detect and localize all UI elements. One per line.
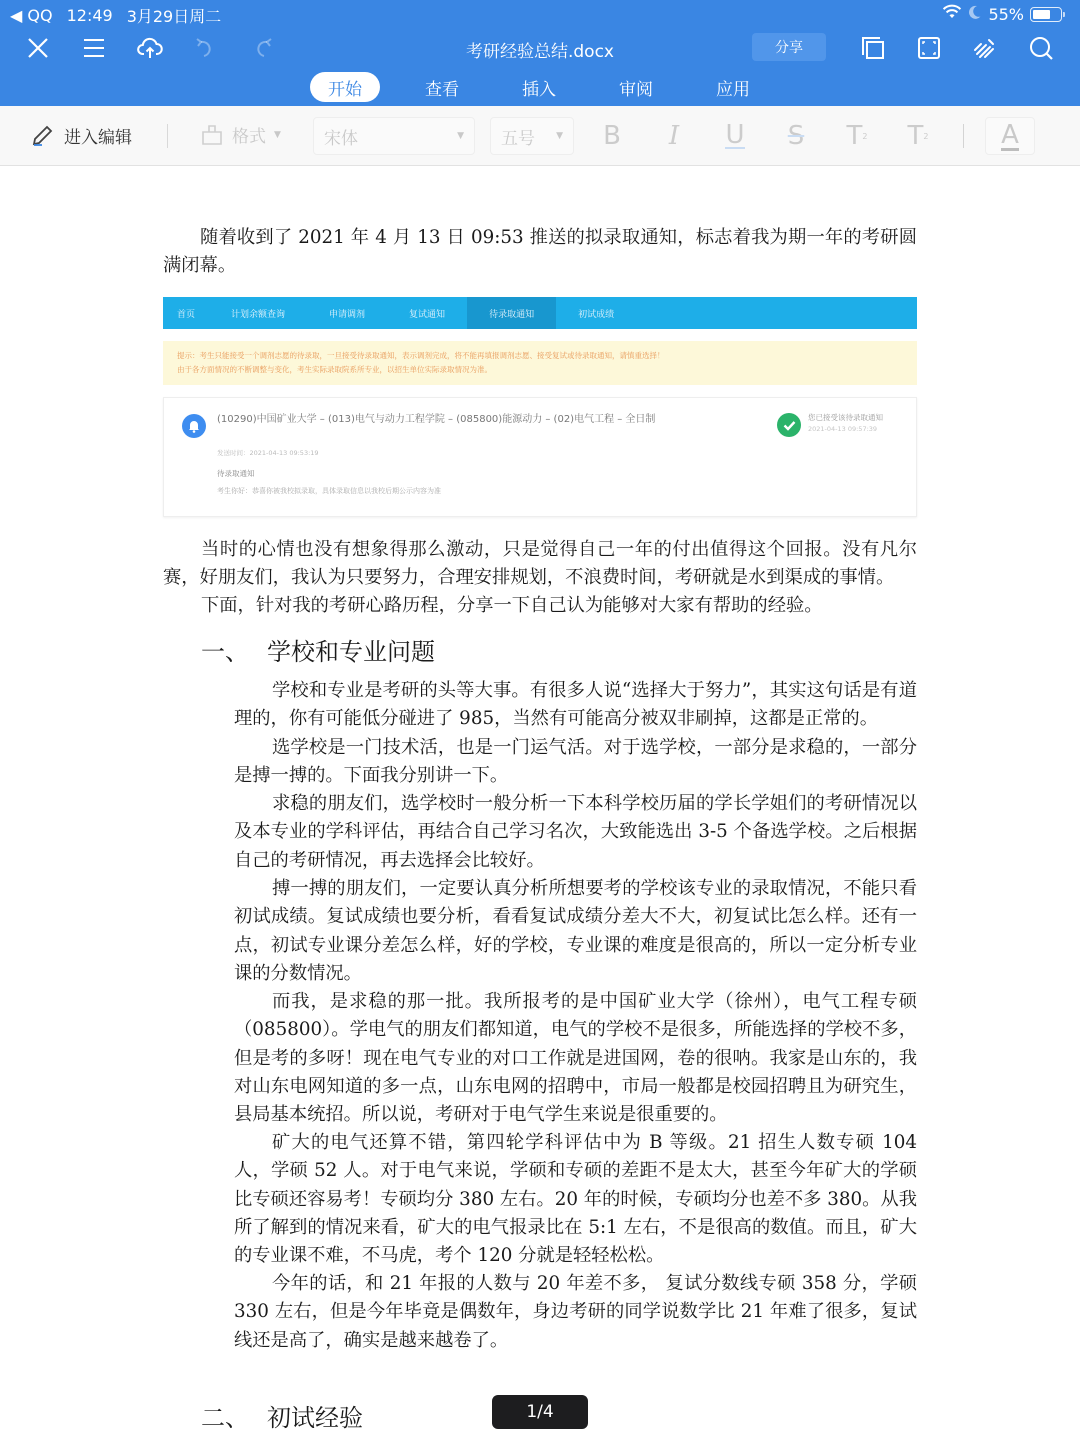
status-date: 3月29日周二	[126, 7, 222, 26]
bold-icon: B	[603, 121, 621, 151]
format-painter-button[interactable]	[200, 122, 281, 147]
superscript-icon: T	[846, 121, 863, 151]
cloud-upload-icon	[136, 34, 164, 62]
screenshot-nav-item: 首页	[177, 309, 196, 320]
status-time: 12:49	[66, 6, 113, 25]
italic-icon: I	[668, 121, 680, 151]
section-heading: 学校和专业问题	[267, 638, 435, 666]
tab-apps[interactable]: 应用	[716, 79, 750, 100]
body-paragraph: 搏一搏的朋友们，一定要认真分析所想要考的学校该专业的录取情况，不能只看初试成绩。复试成绩也要分析，看看复试成绩分差大不大，初复试比怎么样。还有一点，初试专业课分差怎么样，好的学校，专业课的难度是很高的，所以一定分析专业课的分数情况。	[234, 878, 917, 984]
menu-icon	[80, 34, 108, 62]
pen-icon	[971, 34, 999, 62]
tab-review[interactable]: 审阅	[619, 79, 653, 100]
underline-button[interactable]	[715, 118, 755, 154]
admission-notice-card	[163, 397, 917, 517]
notice-message: 考生你好：恭喜你被我校拟录取，具体录取信息以我校后期公示内容为准	[217, 487, 441, 495]
screenshot-nav-item: 申请调剂	[329, 309, 366, 320]
embedded-admission-screenshot	[163, 297, 917, 517]
bell-icon	[182, 414, 206, 438]
subscript-button[interactable]: T 2	[907, 121, 929, 151]
status-bar	[0, 0, 1080, 28]
wifi-icon	[942, 4, 962, 24]
ribbon-tabs	[0, 70, 1080, 104]
tip-line: 由于各方面情况的不断调整与变化，考生实际录取院系所专业，以招生单位实际录取情况为准。	[177, 365, 492, 374]
intro-paragraph: 随着收到了 2021 年 4 月 13 日 09:53 推送的拟录取通知，标志着我为期一年的考研圆满闭幕。	[163, 227, 917, 277]
close-button[interactable]	[22, 32, 54, 64]
pencil-icon	[30, 122, 56, 148]
document-title: 考研经验总结.docx	[465, 42, 614, 62]
superscript-button[interactable]: T 2	[846, 121, 868, 151]
multi-window-icon	[859, 34, 887, 62]
enter-edit-label: 进入编辑	[64, 127, 132, 148]
menu-button[interactable]	[78, 32, 110, 64]
bold-button[interactable]	[592, 118, 632, 154]
redo-icon	[248, 34, 276, 62]
font-color-button[interactable]	[985, 117, 1035, 155]
chevron-down-icon: ▼	[274, 129, 281, 140]
divider	[167, 124, 168, 148]
fullscreen-button[interactable]	[913, 32, 945, 64]
screenshot-nav-item: 复试通知	[409, 309, 446, 320]
program-title: (10290)中国矿业大学 – (013)电气与动力工程学院 – (085800)能源动力 – (02)电气工程 – 全日制	[217, 414, 656, 425]
underline-icon: U	[725, 120, 745, 150]
accepted-label: 您已接受该待录取通知	[808, 413, 883, 422]
strikethrough-icon: S	[787, 121, 805, 151]
redo-button[interactable]	[246, 32, 278, 64]
tab-start[interactable]: 开始	[310, 72, 380, 102]
notice-type: 待录取通知	[217, 469, 255, 478]
undo-button[interactable]	[190, 32, 222, 64]
back-to-app-link[interactable]: ◀ QQ	[10, 6, 53, 25]
close-icon	[24, 34, 52, 62]
document-page[interactable]	[0, 166, 1080, 1440]
font-size-select[interactable]	[490, 117, 574, 155]
undo-icon	[192, 34, 220, 62]
chevron-down-icon: ▼	[457, 131, 464, 141]
do-not-disturb-icon	[968, 4, 982, 24]
pen-annotate-button[interactable]	[969, 32, 1001, 64]
accepted-time: 2021-04-13 09:57:39	[808, 425, 878, 433]
font-family-value: 宋体	[324, 128, 358, 149]
share-button[interactable]: 分享	[752, 33, 826, 61]
body-paragraph: 今年的话，和 21 年报的人数与 20 年差不多， 复试分数线专硕 358 分，学硕 330 左右，但是今年毕竟是偶数年，身边考研的同学说数学比 21 年难了很多，复试线还是高了，确实是越来越卷了。	[234, 1273, 917, 1351]
sent-time: 发送时间：2021-04-13 09:53:19	[217, 449, 319, 457]
body-paragraph: 当时的心情也没有想象得那么激动，只是觉得自己一年的付出值得这个回报。没有凡尔赛，好朋友们，我认为只要努力，合理安排规划，不浪费时间，考研就是水到渠成的事情。	[163, 539, 917, 589]
body-paragraph: 下面，针对我的考研心路历程，分享一下自己认为能够对大家有帮助的经验。	[201, 595, 823, 616]
tab-view[interactable]: 查看	[425, 79, 459, 100]
section-heading-number: 二、	[201, 1404, 249, 1432]
font-size-value: 五号	[501, 128, 535, 149]
document-toolbar	[0, 28, 1080, 68]
format-brush-icon	[200, 123, 224, 147]
font-color-icon: A	[1001, 119, 1019, 150]
section-heading: 初试经验	[267, 1404, 363, 1432]
search-icon	[1027, 34, 1055, 62]
screenshot-nav-item: 计划余额查询	[231, 309, 286, 320]
body-paragraph: 矿大的电气还算不错，第四轮学科评估中为 B 等级。21 招生人数专硕 104 人，学硕 52 人。对于电气来说，学硕和专硕的差距不是太大，甚至今年矿大的学硕比专硕还容易考！专硕均分 380 左右。20 年的时候，专硕均分也差不多 380。从我所了解到的情况来看，矿大的电气报录比在 5:1 左右，不是很高的数值。而且，矿大的专业课不难，不马虎，考个 120 分就是轻轻松松。	[234, 1132, 918, 1267]
format-label: 格式	[232, 127, 266, 147]
search-button[interactable]	[1025, 32, 1057, 64]
cloud-upload-button[interactable]	[134, 32, 166, 64]
body-paragraph: 学校和专业是考研的头等大事。有很多人说“选择大于努力”，其实这句话是有道理的，你有可能低分碰进了 985，当然有可能高分被双非刷掉，这都是正常的。	[234, 680, 917, 730]
battery-icon	[1030, 7, 1062, 22]
enter-edit-button[interactable]	[30, 122, 132, 148]
multi-window-button[interactable]	[857, 32, 889, 64]
chevron-down-icon: ▼	[556, 131, 563, 141]
italic-button[interactable]	[654, 118, 694, 154]
screenshot-nav-item-active: 待录取通知	[467, 297, 556, 329]
format-toolbar	[0, 106, 1080, 166]
battery-percent: 55%	[988, 4, 1024, 24]
section-heading-number: 一、	[201, 638, 249, 666]
app-header	[0, 0, 1080, 106]
check-circle-icon	[777, 413, 801, 437]
screenshot-nav	[163, 297, 917, 329]
subscript-icon: T	[907, 121, 924, 151]
screenshot-tip-box	[163, 341, 917, 385]
page-indicator: 1/4	[492, 1395, 588, 1429]
tab-insert[interactable]: 插入	[522, 79, 556, 100]
tip-line: 提示：考生只能接受一个调剂志愿的待录取，一旦接受待录取通知，表示调剂完成，将不能再填报调剂志愿、接受复试或待录取通知，请慎重选择！	[177, 351, 665, 360]
divider	[963, 124, 964, 148]
body-paragraph: 而我，是求稳的那一批。我所报考的是中国矿业大学（徐州），电气工程专硕（085800）。学电气的朋友们都知道，电气的学校不是很多，所能选择的学校不多，但是考的多呀！现在电气专业的对口工作就是进国网，卷的很呐。我家是山东的，我对山东电网知道的多一点，山东电网的招聘中，市局一般都是校园招聘且为研究生，县局基本统招。所以说，考研对于电气学生来说是很重要的。	[234, 991, 917, 1126]
screenshot-nav-item: 初试成绩	[578, 309, 615, 320]
body-paragraph: 求稳的朋友们，选学校时一般分析一下本科学校历届的学长学姐们的考研情况以及本专业的学科评估，再结合自己学习名次，大致能选出 3-5 个备选学校。之后根据自己的考研情况，再去选择会比较好。	[234, 793, 917, 871]
body-paragraph: 选学校是一门技术活，也是一门运气活。对于选学校，一部分是求稳的，一部分是搏一搏的。下面我分别讲一下。	[234, 737, 917, 787]
fullscreen-icon	[915, 34, 943, 62]
strikethrough-button[interactable]	[776, 118, 816, 154]
font-family-select[interactable]	[313, 117, 475, 155]
